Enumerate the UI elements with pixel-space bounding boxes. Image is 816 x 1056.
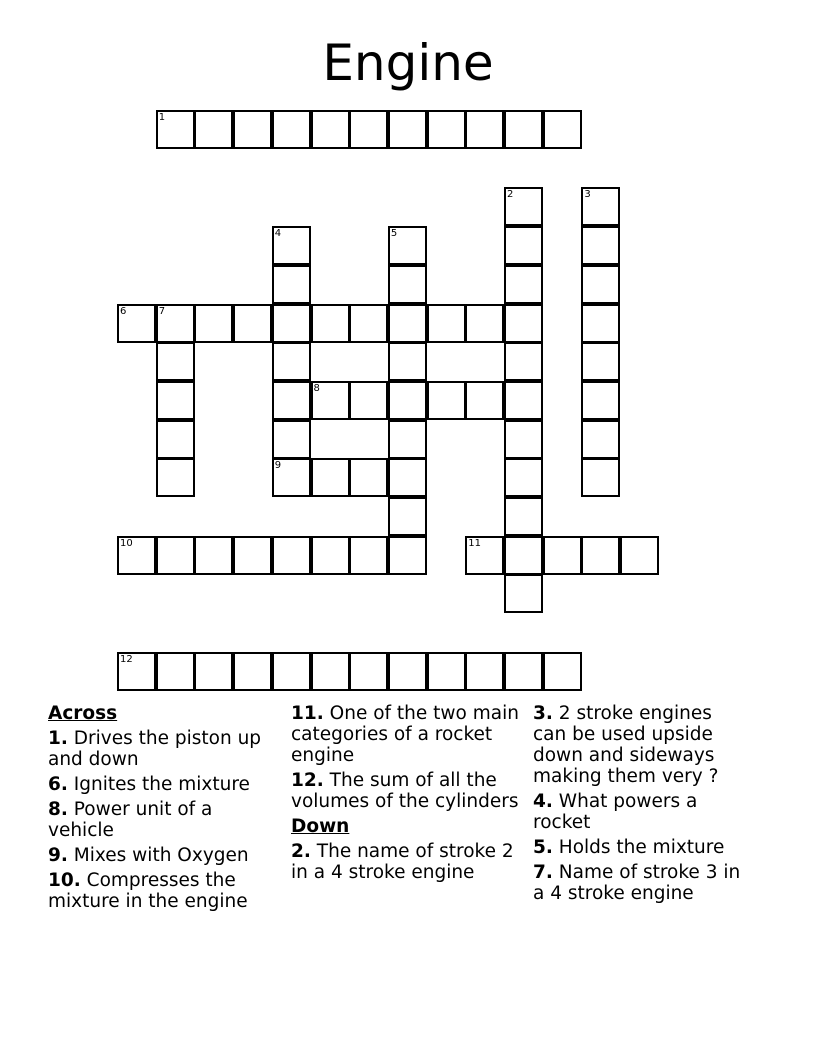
cell-number: 8 [313, 382, 320, 394]
grid-cell[interactable] [504, 187, 543, 226]
grid-cell[interactable] [117, 304, 156, 343]
puzzle-title: Engine [322, 34, 494, 92]
grid-cell[interactable] [388, 381, 427, 420]
across-clue-1: 1. Drives the piston up and down [48, 728, 262, 770]
grid-cell[interactable] [543, 110, 582, 149]
grid-cell[interactable] [388, 304, 427, 343]
down-clue-3: 3. 2 stroke engines can be used upside down and sideways making them very ? [533, 703, 719, 787]
cell-number: 6 [120, 305, 127, 317]
grid-cell[interactable] [388, 265, 427, 304]
grid-cell[interactable] [156, 304, 195, 343]
cell-number: 5 [390, 228, 398, 240]
grid-cell[interactable] [504, 226, 543, 265]
grid-cell[interactable] [272, 304, 311, 343]
across-clue-11: 11. One of the two main categories of a rocket engine [291, 703, 519, 766]
grid-cell[interactable] [272, 110, 311, 149]
grid-cell[interactable] [272, 381, 311, 420]
clue-column-2 [291, 703, 519, 887]
grid-cell[interactable] [311, 381, 350, 420]
grid-cell[interactable] [272, 652, 311, 691]
grid-cell[interactable] [156, 536, 195, 575]
grid-cell[interactable] [156, 420, 195, 459]
grid-cell[interactable] [388, 226, 427, 265]
grid-cell[interactable] [349, 536, 388, 575]
grid-cell[interactable] [581, 536, 620, 575]
grid-cell[interactable] [581, 265, 620, 304]
grid-cell[interactable] [388, 652, 427, 691]
grid-cell[interactable] [504, 497, 543, 536]
grid-cell[interactable] [388, 342, 427, 381]
grid-cell[interactable] [581, 304, 620, 343]
grid-cell[interactable] [349, 304, 388, 343]
grid-cell[interactable] [233, 110, 272, 149]
grid-cell[interactable] [233, 536, 272, 575]
grid-cell[interactable] [311, 652, 350, 691]
across-clue-10: 10. Compresses the mixture in the engine [48, 870, 248, 912]
grid-cell[interactable] [504, 652, 543, 691]
across-clue-8: 8. Power unit of a vehicle [48, 799, 213, 841]
grid-cell[interactable] [388, 420, 427, 459]
across-clue-9: 9. Mixes with Oxygen [48, 845, 249, 866]
grid-cell[interactable] [465, 652, 504, 691]
cell-number: 3 [584, 189, 591, 201]
grid-cell[interactable] [388, 458, 427, 497]
grid-cell[interactable] [581, 420, 620, 459]
grid-cell[interactable] [504, 536, 543, 575]
grid-cell[interactable] [156, 381, 195, 420]
down-clue-5: 5. Holds the mixture [533, 837, 725, 858]
grid-cell[interactable] [504, 265, 543, 304]
grid-cell[interactable] [233, 304, 272, 343]
grid-cell[interactable] [465, 536, 504, 575]
grid-cell[interactable] [504, 458, 543, 497]
grid-cell[interactable] [349, 381, 388, 420]
grid-cell[interactable] [427, 381, 466, 420]
grid-cell[interactable] [388, 536, 427, 575]
grid-cell[interactable] [194, 536, 233, 575]
grid-cell[interactable] [272, 458, 311, 497]
down-heading: Down [291, 816, 350, 837]
grid-cell[interactable] [349, 458, 388, 497]
grid-cell[interactable] [504, 381, 543, 420]
grid-cell[interactable] [349, 110, 388, 149]
grid-cell[interactable] [581, 342, 620, 381]
grid-cell[interactable] [272, 536, 311, 575]
grid-cell[interactable] [233, 652, 272, 691]
grid-cell[interactable] [543, 536, 582, 575]
grid-cell[interactable] [272, 342, 311, 381]
down-clue-7: 7. Name of stroke 3 in a 4 stroke engine [533, 862, 741, 904]
grid-cell[interactable] [194, 652, 233, 691]
cell-number: 4 [274, 228, 282, 240]
cell-number: 9 [274, 460, 282, 472]
clue-column-3 [533, 703, 748, 908]
grid-cell[interactable] [272, 420, 311, 459]
grid-cell[interactable] [311, 536, 350, 575]
grid-cell[interactable] [581, 226, 620, 265]
grid-cell[interactable] [427, 304, 466, 343]
cell-number: 7 [158, 305, 166, 317]
grid-cell[interactable] [194, 110, 233, 149]
grid-cell[interactable] [465, 381, 504, 420]
grid-cell[interactable] [272, 226, 311, 265]
grid-cell[interactable] [427, 110, 466, 149]
cell-number: 2 [507, 189, 514, 201]
grid-cell[interactable] [349, 652, 388, 691]
grid-cell[interactable] [465, 304, 504, 343]
grid-cell[interactable] [504, 110, 543, 149]
down-clue-2: 2. The name of stroke 2 in a 4 stroke engine [291, 841, 514, 883]
grid-cell[interactable] [581, 381, 620, 420]
cell-number: 11 [468, 537, 482, 549]
grid-cell[interactable] [504, 342, 543, 381]
down-clue-4: 4. What powers a rocket [533, 791, 698, 833]
across-heading: Across [48, 703, 118, 724]
grid-cell[interactable] [504, 420, 543, 459]
across-clue-6: 6. Ignites the mixture [48, 774, 250, 795]
grid-cell[interactable] [272, 265, 311, 304]
grid-cell[interactable] [156, 342, 195, 381]
grid-cell[interactable] [156, 110, 195, 149]
grid-cell[interactable] [388, 497, 427, 536]
across-clue-12: 12. The sum of all the volumes of the cylinders [291, 770, 519, 812]
cell-number: 12 [120, 653, 133, 665]
grid-cell[interactable] [620, 536, 659, 575]
grid-cell[interactable] [156, 458, 195, 497]
grid-cell[interactable] [581, 458, 620, 497]
grid-cell[interactable] [156, 652, 195, 691]
grid-cell[interactable] [388, 110, 427, 149]
grid-cell[interactable] [117, 536, 156, 575]
grid-cell[interactable] [504, 304, 543, 343]
grid-cell[interactable] [311, 458, 350, 497]
cell-number: 10 [120, 537, 133, 549]
grid-cell[interactable] [543, 652, 582, 691]
grid-cell[interactable] [504, 574, 543, 613]
grid-cell[interactable] [581, 187, 620, 226]
grid-cell[interactable] [427, 652, 466, 691]
grid-cell[interactable] [117, 652, 156, 691]
clue-column-1 [48, 703, 273, 916]
grid-cell[interactable] [311, 304, 350, 343]
grid-cell[interactable] [465, 110, 504, 149]
cell-number: 1 [158, 112, 166, 123]
grid-cell[interactable] [311, 110, 350, 149]
grid-cell[interactable] [194, 304, 233, 343]
